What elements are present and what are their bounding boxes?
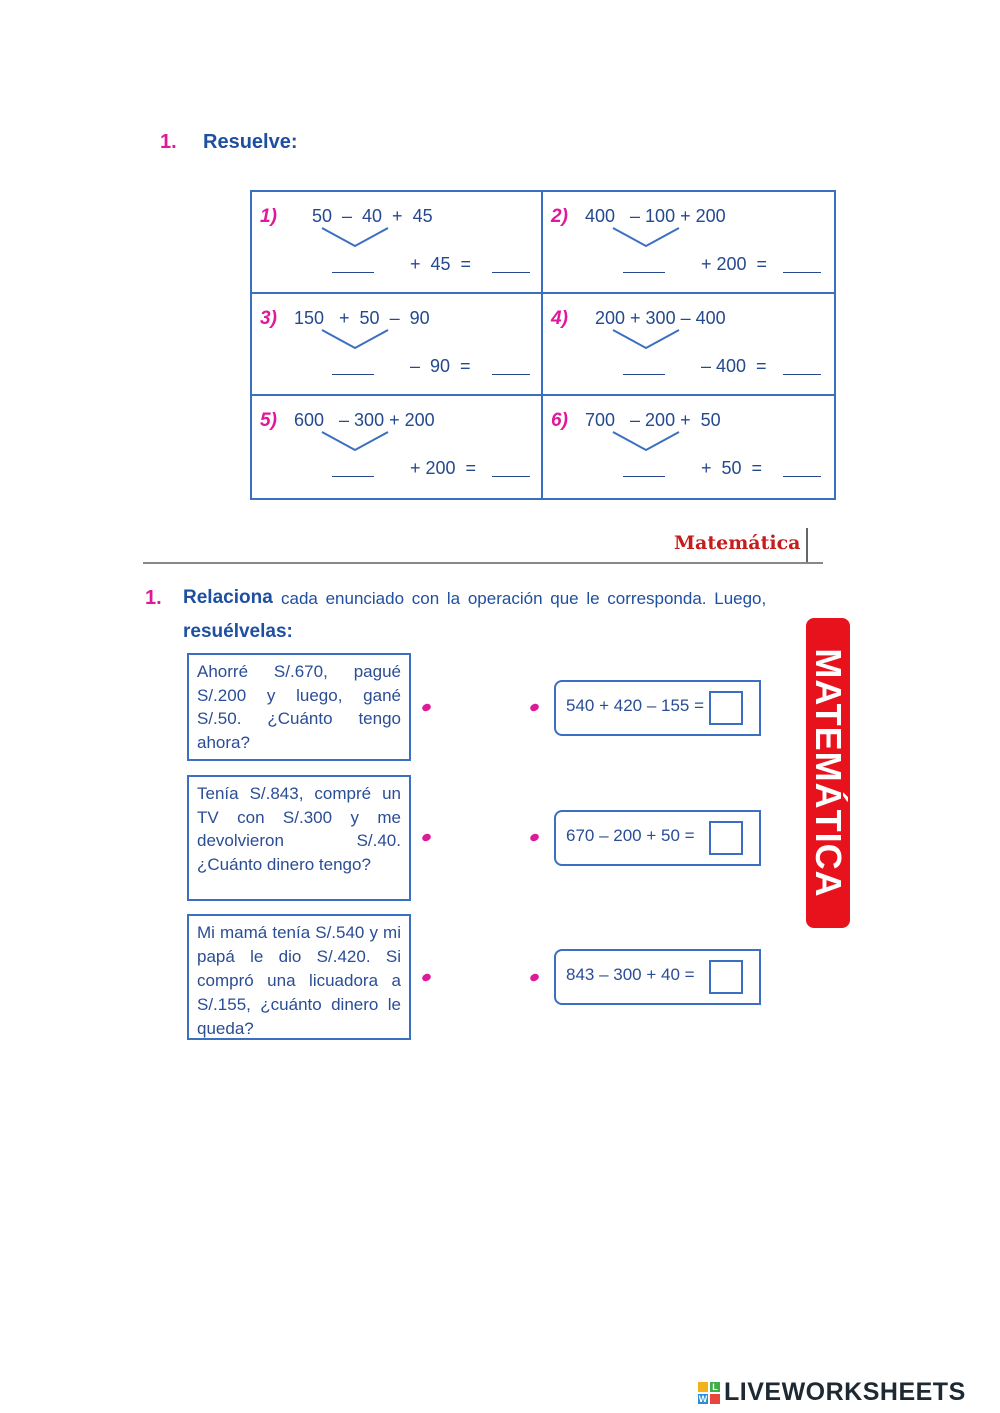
answer-blank[interactable] [492, 476, 530, 477]
exercise-remainder: – 400 = [701, 356, 767, 376]
operation-connector-dot[interactable] [529, 702, 540, 712]
exercise-remainder: + 200 = [701, 254, 768, 274]
liveworksheets-logo [698, 1378, 966, 1407]
exercise-expression: 400 – 100 + 200 [585, 206, 726, 226]
exercise-expression: 700 – 200 + 50 [585, 410, 721, 430]
word-problem-card: Mi mamá tenía S/.540 y mi papá le dio S/.420. Si compró una licuadora a S/.155, ¿cuánto dinero le queda? [187, 914, 411, 1040]
section2-instruction-line2: resuélvelas: [183, 621, 293, 642]
exercise-cell [543, 396, 834, 498]
exercise-grid [250, 190, 836, 500]
exercise-remainder: + 200 = [410, 458, 477, 478]
exercise-number: 3) [260, 308, 277, 329]
subject-tag [806, 618, 850, 928]
exercise-cell [543, 294, 834, 396]
exercise-expression: 150 + 50 – 90 [294, 308, 430, 328]
subject-divider-bar [806, 528, 808, 562]
answer-blank[interactable] [783, 272, 821, 273]
exercise-cell [252, 192, 543, 294]
answer-blank[interactable] [492, 374, 530, 375]
grouping-chevron-icon [611, 430, 681, 452]
exercise-remainder: + 45 = [410, 254, 472, 274]
operation-answer-box[interactable] [709, 691, 743, 725]
story-connector-dot[interactable] [421, 972, 432, 982]
word-problem-card: Tenía S/.843, compré un TV con S/.300 y me devolvieron S/.40. ¿Cuánto dinero tengo? [187, 775, 411, 901]
grouping-chevron-icon [320, 328, 390, 350]
exercise-cell [252, 396, 543, 498]
operation-card [554, 680, 761, 736]
exercise-cell [543, 192, 834, 294]
answer-blank[interactable] [492, 272, 530, 273]
operation-expression: 540 + 420 – 155 = [566, 696, 705, 715]
exercise-number: 4) [551, 308, 568, 329]
word-problem-card: Ahorré S/.670, pagué S/.200 y luego, gané S/.50. ¿Cuánto tengo ahora? [187, 653, 411, 761]
exercise-number: 5) [260, 410, 277, 431]
operation-card [554, 949, 761, 1005]
subject-label: Matemática [674, 532, 801, 554]
logo-text: LIVEWORKSHEETS [724, 1378, 966, 1406]
exercise-number: 6) [551, 410, 568, 431]
partial-result-blank[interactable] [332, 476, 374, 477]
exercise-number: 2) [551, 206, 568, 227]
section2-instruction: cada enunciado con la operación que le corresponda. Luego, [281, 589, 767, 608]
exercise-cell [252, 294, 543, 396]
partial-result-blank[interactable] [332, 374, 374, 375]
exercise-expression: 50 – 40 + 45 [312, 206, 433, 226]
answer-blank[interactable] [783, 476, 821, 477]
operation-connector-dot[interactable] [529, 832, 540, 842]
exercise-expression: 200 + 300 – 400 [595, 308, 726, 328]
section-divider [143, 562, 823, 564]
section2-number: 1. [145, 587, 162, 609]
story-connector-dot[interactable] [421, 702, 432, 712]
logo-letter: L [710, 1382, 720, 1392]
operation-expression: 670 – 200 + 50 = [566, 826, 695, 845]
grouping-chevron-icon [611, 328, 681, 350]
logo-mark-icon [698, 1382, 720, 1404]
section2-title: Relaciona [183, 587, 273, 608]
operation-card [554, 810, 761, 866]
section1-number: 1. [160, 131, 177, 153]
partial-result-blank[interactable] [623, 374, 665, 375]
story-connector-dot[interactable] [421, 832, 432, 842]
exercise-remainder: + 50 = [701, 458, 763, 478]
partial-result-blank[interactable] [623, 272, 665, 273]
partial-result-blank[interactable] [332, 272, 374, 273]
logo-letter: W [698, 1393, 708, 1404]
subject-tag-text: MATEMÁTICA [808, 648, 849, 898]
operation-connector-dot[interactable] [529, 972, 540, 982]
grouping-chevron-icon [611, 226, 681, 248]
exercise-number: 1) [260, 206, 277, 227]
operation-answer-box[interactable] [709, 821, 743, 855]
operation-answer-box[interactable] [709, 960, 743, 994]
grouping-chevron-icon [320, 430, 390, 452]
section1-title: Resuelve: [203, 131, 298, 153]
grouping-chevron-icon [320, 226, 390, 248]
exercise-expression: 600 – 300 + 200 [294, 410, 435, 430]
exercise-remainder: – 90 = [410, 356, 471, 376]
partial-result-blank[interactable] [623, 476, 665, 477]
operation-expression: 843 – 300 + 40 = [566, 965, 695, 984]
answer-blank[interactable] [783, 374, 821, 375]
